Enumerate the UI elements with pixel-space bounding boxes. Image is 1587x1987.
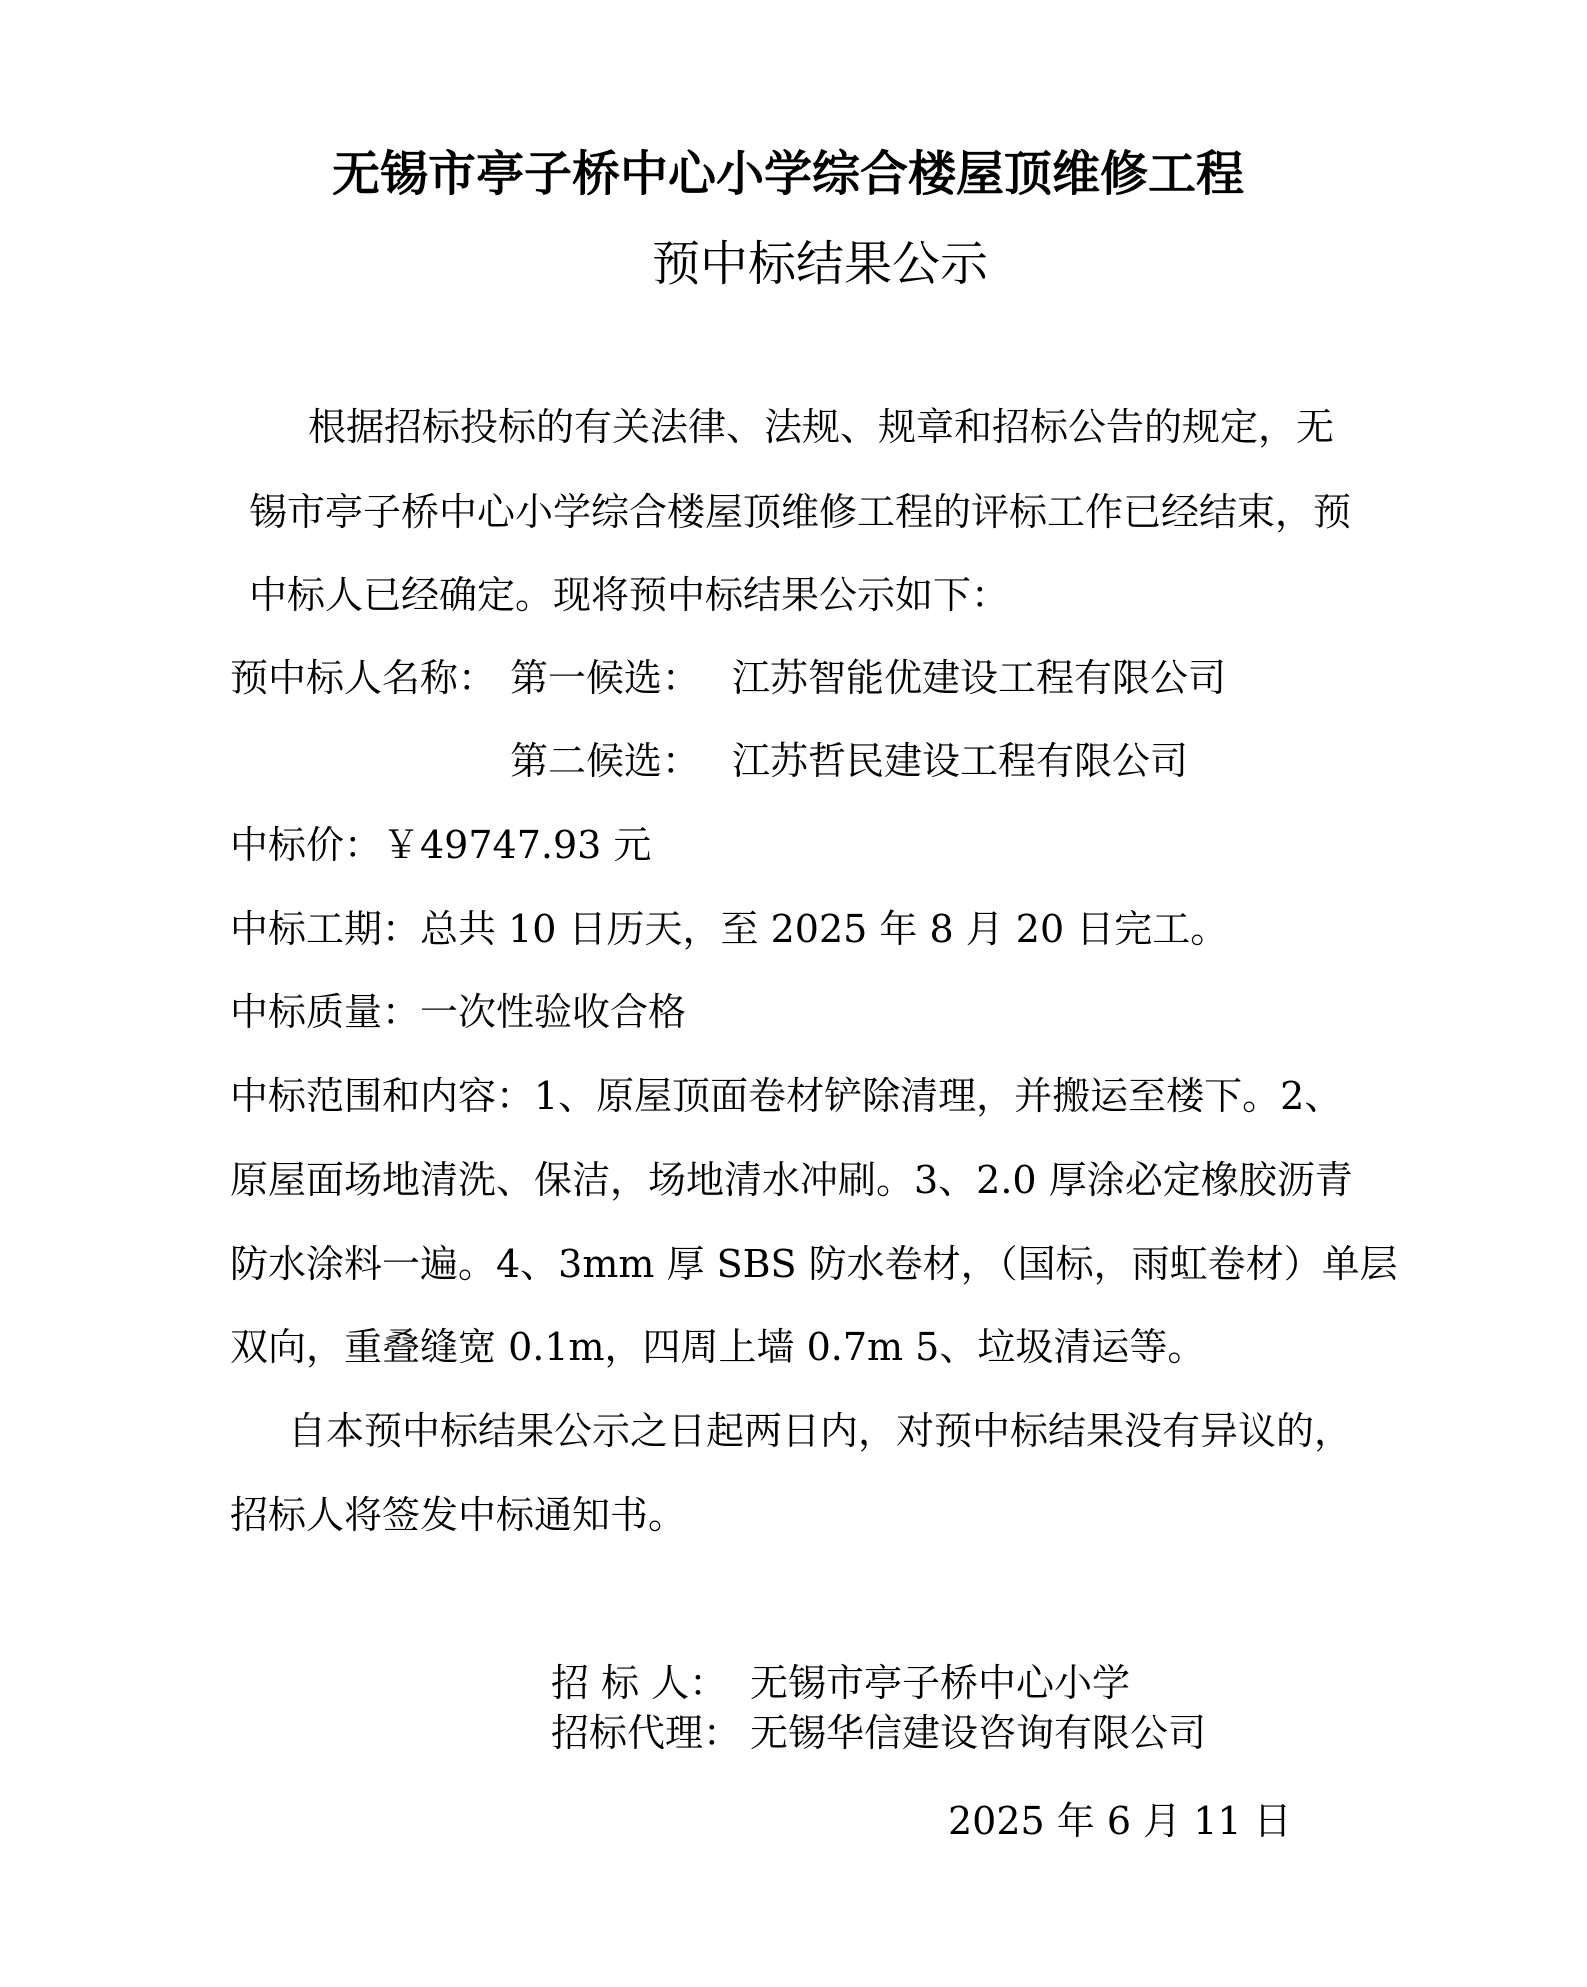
document-title: 无锡市亭子桥中心小学综合楼屋顶维修工程 [332,146,1245,202]
tenderer-name: 无锡市亭子桥中心小学 [750,1661,1131,1705]
quality-standard: 中标质量：一次性验收合格 [230,990,687,1034]
scope-line-4: 双向，重叠缝宽 0.1m，四周上墙 0.7m 5、垃圾清运等。 [230,1325,1206,1369]
scope-line-1: 中标范围和内容：1、原屋顶面卷材铲除清理，并搬运至楼下。2、 [230,1074,1343,1118]
tenderer-label: 招 标 人： [551,1661,728,1705]
intro-line-3: 中标人已经确定。现将预中标结果公示如下： [249,573,1010,617]
closing-line-2: 招标人将签发中标通知书。 [230,1493,687,1537]
candidates-label: 预中标人名称： [230,656,497,700]
intro-line-1: 根据招标投标的有关法律、法规、规章和招标公告的规定，无 [308,405,1335,449]
first-candidate-name: 江苏智能优建设工程有限公司 [732,656,1227,700]
construction-period: 中标工期：总共 10 日历天，至 2025 年 8 月 20 日完工。 [230,907,1229,951]
second-candidate-name: 江苏哲民建设工程有限公司 [732,739,1189,783]
closing-line-1: 自本预中标结果公示之日起两日内，对预中标结果没有异议的， [288,1409,1353,1453]
notice-date: 2025 年 6 月 11 日 [948,1799,1292,1843]
bid-price: 中标价：￥49747.93 元 [230,823,652,867]
agent-name: 无锡华信建设咨询有限公司 [750,1711,1207,1755]
scope-line-2: 原屋面场地清洗、保洁，场地清水冲刷。3、2.0 厚涂必定橡胶沥青 [230,1158,1353,1202]
intro-line-2: 锡市亭子桥中心小学综合楼屋顶维修工程的评标工作已经结束，预 [249,490,1352,534]
agent-label: 招标代理： [551,1711,742,1755]
second-candidate-label: 第二候选： [510,739,701,783]
document-subtitle: 预中标结果公示 [652,236,989,292]
first-candidate-label: 第一候选： [510,656,701,700]
scope-line-3: 防水涂料一遍。4、3mm 厚 SBS 防水卷材，（国标，雨虹卷材）单层 [230,1242,1398,1286]
